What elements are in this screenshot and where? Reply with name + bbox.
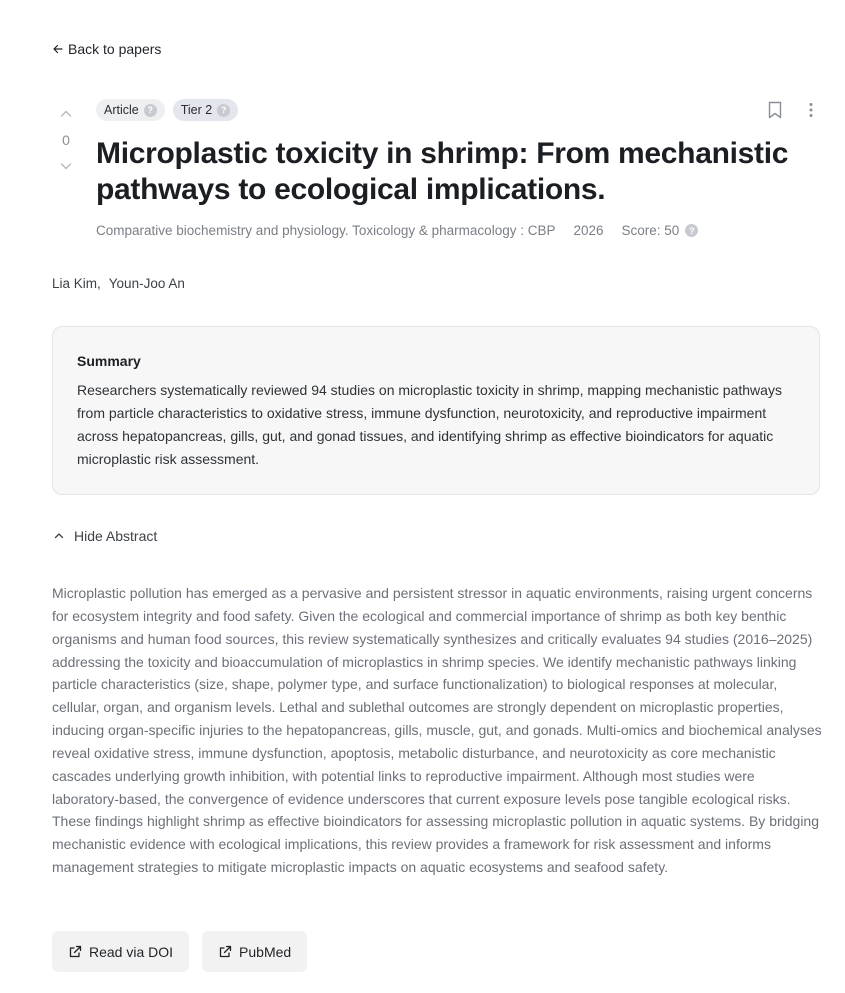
score — [622, 223, 699, 238]
author[interactable]: Youn-Joo An — [108, 276, 185, 291]
article-help-icon[interactable]: ? — [144, 104, 157, 117]
article-tag-label: Article — [104, 103, 139, 117]
bookmark-button[interactable] — [765, 100, 785, 120]
doi-button-label: Read via DOI — [89, 943, 174, 960]
back-to-papers-link[interactable] — [52, 41, 161, 57]
pubmed-button-label: PubMed — [239, 943, 292, 960]
vote-widget — [52, 104, 80, 176]
bookmark-icon — [767, 101, 783, 119]
more-options-button[interactable] — [801, 100, 821, 120]
summary-heading: Summary — [77, 353, 141, 369]
toggle-label: Hide Abstract — [74, 528, 158, 544]
external-link-icon — [68, 945, 82, 959]
tier-help-icon[interactable]: ? — [217, 104, 230, 117]
summary-text: Researchers systematically reviewed 94 studies on microplastic toxicity in shrimp, mapping mechanistic pathways from particle characteristics to oxidative stress, immune dysfunction, neurotoxicity, and reproductive impairment across hepatopancreas, gills, gut, and gonad tissues, and identifying shrimp as effective bioindicators for aquatic microplastic risk assessment. — [77, 382, 782, 467]
external-link-icon — [218, 945, 232, 959]
abstract-text: Microplastic pollution has emerged as a pervasive and persistent stressor in aquatic environments, raising urgent concerns for ecosystem integrity and food safety. Given the ecological and commercial importance of shrimp as both key benthic organisms and human food sources, this review systematically synthesizes and critically evaluates 94 studies (2016–2025) addressing the toxicity and bioaccumulation of microplastics in shrimp species. We identify mechanistic pathways linking particle characteristics (size, shape, polymer type, and surface functionalization) to biological responses at molecular, cellular, organ, and organism levels. Lethal and sublethal outcomes are strongly dependent on microplastic properties, inducing organ-specific injuries to the hepatopancreas, gills, muscle, gut, and gonads. Multi-omics and biochemical analyses reveal oxidative stress, immune dysfunction, apoptosis, metabolic disturbance, and neurotoxicity as core mechanistic cascades underlying growth inhibition, with potential links to reproductive impairment. Although most studies were laboratory-based, the convergence of evidence underscores that current exposure levels pose tangible ecological risks. These findings highlight shrimp as effective bioindicators for assessing microplastic pollution in aquatic systems. By bridging mechanistic evidence with ecological implications, this review provides a framework for risk assessment and informs management strategies to mitigate microplastic impacts on aquatic ecosystems and seafood safety. — [52, 585, 822, 876]
more-vertical-icon — [809, 102, 813, 118]
score-label: Score: 50 — [621, 223, 680, 238]
journal-name: Comparative biochemistry and physiology. Toxicology & pharmacology : CBP — [96, 223, 556, 238]
tier-tag-label: Tier 2 — [180, 103, 213, 117]
paper-actions-top — [765, 100, 821, 120]
chevron-up-icon — [52, 529, 66, 543]
pubmed-button[interactable] — [202, 931, 307, 972]
upvote-button[interactable] — [52, 104, 80, 124]
downvote-button[interactable] — [52, 156, 80, 176]
paper-links — [52, 931, 307, 972]
paper-tags — [96, 99, 238, 121]
back-link-label: Back to papers — [68, 41, 162, 57]
chevron-up-icon — [59, 107, 73, 121]
summary-card — [52, 326, 820, 495]
score-help-icon[interactable]: ? — [685, 224, 698, 237]
author-list — [52, 276, 185, 291]
tier-tag — [173, 99, 239, 121]
chevron-down-icon — [59, 159, 73, 173]
paper-meta — [96, 223, 698, 238]
author[interactable]: Lia Kim, — [52, 276, 101, 291]
hide-abstract-toggle[interactable] — [52, 528, 157, 544]
paper-title: Microplastic toxicity in shrimp: From mechanistic pathways to ecological implications. — [96, 137, 789, 206]
read-via-doi-button[interactable] — [52, 931, 189, 972]
publication-year: 2026 — [573, 223, 604, 238]
article-tag — [96, 99, 165, 121]
vote-count: 0 — [62, 132, 70, 148]
arrow-left-icon — [52, 43, 64, 55]
